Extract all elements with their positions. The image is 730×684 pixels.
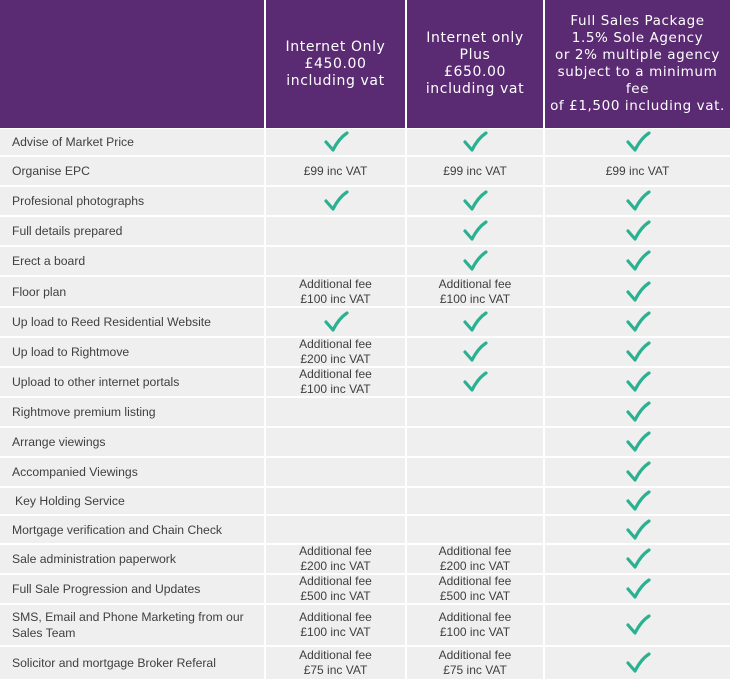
empty-cell: [266, 398, 407, 426]
included-cell: [545, 217, 730, 245]
empty-cell: [266, 516, 407, 543]
price-text: Additional fee £200 inc VAT: [299, 545, 372, 573]
checkmark-icon: [462, 371, 488, 393]
included-cell: [407, 368, 545, 396]
checkmark-icon: [323, 311, 349, 333]
price-cell: [266, 575, 407, 603]
included-cell: [407, 247, 545, 275]
checkmark-icon: [625, 548, 651, 570]
price-cell: [266, 605, 407, 645]
table-row: [0, 129, 730, 157]
included-cell: [545, 398, 730, 426]
included-cell: [407, 338, 545, 366]
price-text: Additional fee £200 inc VAT: [438, 545, 512, 573]
header-internet-only: [266, 0, 407, 128]
header-blank-cell: [0, 0, 266, 128]
included-cell: [545, 575, 730, 603]
price-cell: [266, 157, 407, 185]
header-internet-only-plus: [407, 0, 545, 128]
service-label: Rightmove premium listing: [0, 398, 266, 426]
included-cell: [545, 428, 730, 456]
included-cell: [545, 516, 730, 543]
empty-cell: [407, 488, 545, 514]
included-cell: [545, 458, 730, 486]
checkmark-icon: [625, 190, 651, 212]
table-row: [0, 247, 730, 277]
table-row: [0, 605, 730, 647]
checkmark-icon: [625, 250, 651, 272]
checkmark-icon: [625, 220, 651, 242]
checkmark-icon: [625, 490, 651, 512]
empty-cell: [266, 428, 407, 456]
price-cell: [407, 647, 545, 679]
service-label: Up load to Rightmove: [0, 338, 266, 366]
empty-cell: [266, 247, 407, 275]
price-cell: [407, 277, 545, 306]
price-text: £99 inc VAT: [303, 163, 368, 178]
table-row: [0, 187, 730, 217]
price-text: Additional fee £100 inc VAT: [299, 277, 372, 306]
header-line: including vat: [286, 72, 385, 89]
checkmark-icon: [323, 131, 349, 153]
price-cell: [266, 338, 407, 366]
price-cell: [407, 545, 545, 573]
header-line: subject to a minimum fee: [557, 64, 718, 97]
checkmark-icon: [625, 652, 651, 674]
checkmark-icon: [625, 281, 651, 303]
included-cell: [407, 129, 545, 155]
included-cell: [407, 187, 545, 215]
table-row: [0, 368, 730, 398]
included-cell: [545, 277, 730, 306]
included-cell: [407, 217, 545, 245]
included-cell: [545, 605, 730, 645]
price-cell: [266, 647, 407, 679]
service-label: Organise EPC: [0, 157, 266, 185]
header-line: including vat: [425, 81, 525, 97]
included-cell: [545, 129, 730, 155]
included-cell: [545, 368, 730, 396]
price-cell: [407, 157, 545, 185]
included-cell: [266, 308, 407, 336]
table-row: [0, 516, 730, 545]
empty-cell: [407, 458, 545, 486]
service-label: Full details prepared: [0, 217, 266, 245]
service-label: Solicitor and mortgage Broker Referal: [0, 647, 266, 679]
price-text: Additional fee £100 inc VAT: [299, 610, 372, 639]
checkmark-icon: [625, 371, 651, 393]
checkmark-icon: [462, 220, 488, 242]
checkmark-icon: [323, 190, 349, 212]
service-label: Profesional photographs: [0, 187, 266, 215]
table-header: [0, 0, 730, 128]
empty-cell: [407, 428, 545, 456]
checkmark-icon: [462, 311, 488, 333]
table-row: [0, 308, 730, 338]
price-text: Additional fee £200 inc VAT: [299, 338, 372, 366]
table-row: [0, 647, 730, 681]
included-cell: [266, 187, 407, 215]
included-cell: [266, 129, 407, 155]
included-cell: [545, 338, 730, 366]
table-body: [0, 129, 730, 681]
price-text: Additional fee £75 inc VAT: [299, 648, 372, 677]
checkmark-icon: [625, 131, 651, 153]
service-label: SMS, Email and Phone Marketing from our Sales Team: [0, 605, 266, 645]
price-text: Additional fee £500 inc VAT: [438, 575, 512, 603]
checkmark-icon: [462, 190, 488, 212]
header-line: Full Sales Package: [570, 13, 705, 29]
table-row: [0, 338, 730, 368]
table-row: [0, 277, 730, 308]
included-cell: [545, 247, 730, 275]
checkmark-icon: [625, 401, 651, 423]
included-cell: [545, 545, 730, 573]
checkmark-icon: [625, 461, 651, 483]
service-label: Sale administration paperwork: [0, 545, 266, 573]
service-label: Floor plan: [0, 277, 266, 306]
header-line: or 2% multiple agency: [555, 47, 720, 63]
price-cell: [407, 575, 545, 603]
table-row: [0, 488, 730, 516]
price-cell: [407, 605, 545, 645]
table-row: [0, 545, 730, 575]
price-cell: [545, 157, 730, 185]
checkmark-icon: [462, 341, 488, 363]
service-label: Up load to Reed Residential Website: [0, 308, 266, 336]
header-line: £450.00: [304, 55, 367, 72]
price-cell: [266, 545, 407, 573]
empty-cell: [407, 398, 545, 426]
empty-cell: [407, 516, 545, 543]
included-cell: [407, 308, 545, 336]
header-line: Internet Only: [285, 38, 386, 55]
table-row: [0, 575, 730, 605]
table-row: [0, 428, 730, 458]
price-text: Additional fee £100 inc VAT: [438, 610, 512, 639]
table-row: [0, 458, 730, 488]
price-text: £99 inc VAT: [605, 163, 670, 178]
empty-cell: [266, 488, 407, 514]
service-label: Upload to other internet portals: [0, 368, 266, 396]
service-label: Arrange viewings: [0, 428, 266, 456]
service-label: Mortgage verification and Chain Check: [0, 516, 266, 543]
checkmark-icon: [625, 341, 651, 363]
price-text: Additional fee £75 inc VAT: [438, 648, 512, 677]
included-cell: [545, 187, 730, 215]
price-cell: [266, 368, 407, 396]
checkmark-icon: [625, 311, 651, 333]
table-row: [0, 157, 730, 187]
checkmark-icon: [625, 578, 651, 600]
checkmark-icon: [625, 519, 651, 541]
service-label: Key Holding Service: [0, 488, 266, 514]
price-text: Additional fee £500 inc VAT: [299, 575, 372, 603]
service-label: Full Sale Progression and Updates: [0, 575, 266, 603]
header-line: £650.00: [443, 64, 507, 80]
checkmark-icon: [462, 250, 488, 272]
included-cell: [545, 647, 730, 679]
service-label: Advise of Market Price: [0, 129, 266, 155]
empty-cell: [266, 458, 407, 486]
empty-cell: [266, 217, 407, 245]
header-line: Internet only Plus: [426, 30, 524, 63]
price-text: £99 inc VAT: [443, 163, 507, 178]
checkmark-icon: [625, 614, 651, 636]
price-text: Additional fee £100 inc VAT: [438, 277, 512, 306]
checkmark-icon: [462, 131, 488, 153]
service-label: Accompanied Viewings: [0, 458, 266, 486]
table-row: [0, 217, 730, 247]
included-cell: [545, 308, 730, 336]
price-cell: [266, 277, 407, 306]
header-line: of £1,500 including vat.: [550, 98, 725, 114]
header-line: 1.5% Sole Agency: [571, 30, 704, 46]
checkmark-icon: [625, 431, 651, 453]
header-full-sales-package: [545, 0, 730, 128]
table-row: [0, 398, 730, 428]
included-cell: [545, 488, 730, 514]
service-label: Erect a board: [0, 247, 266, 275]
price-text: Additional fee £100 inc VAT: [299, 368, 372, 396]
